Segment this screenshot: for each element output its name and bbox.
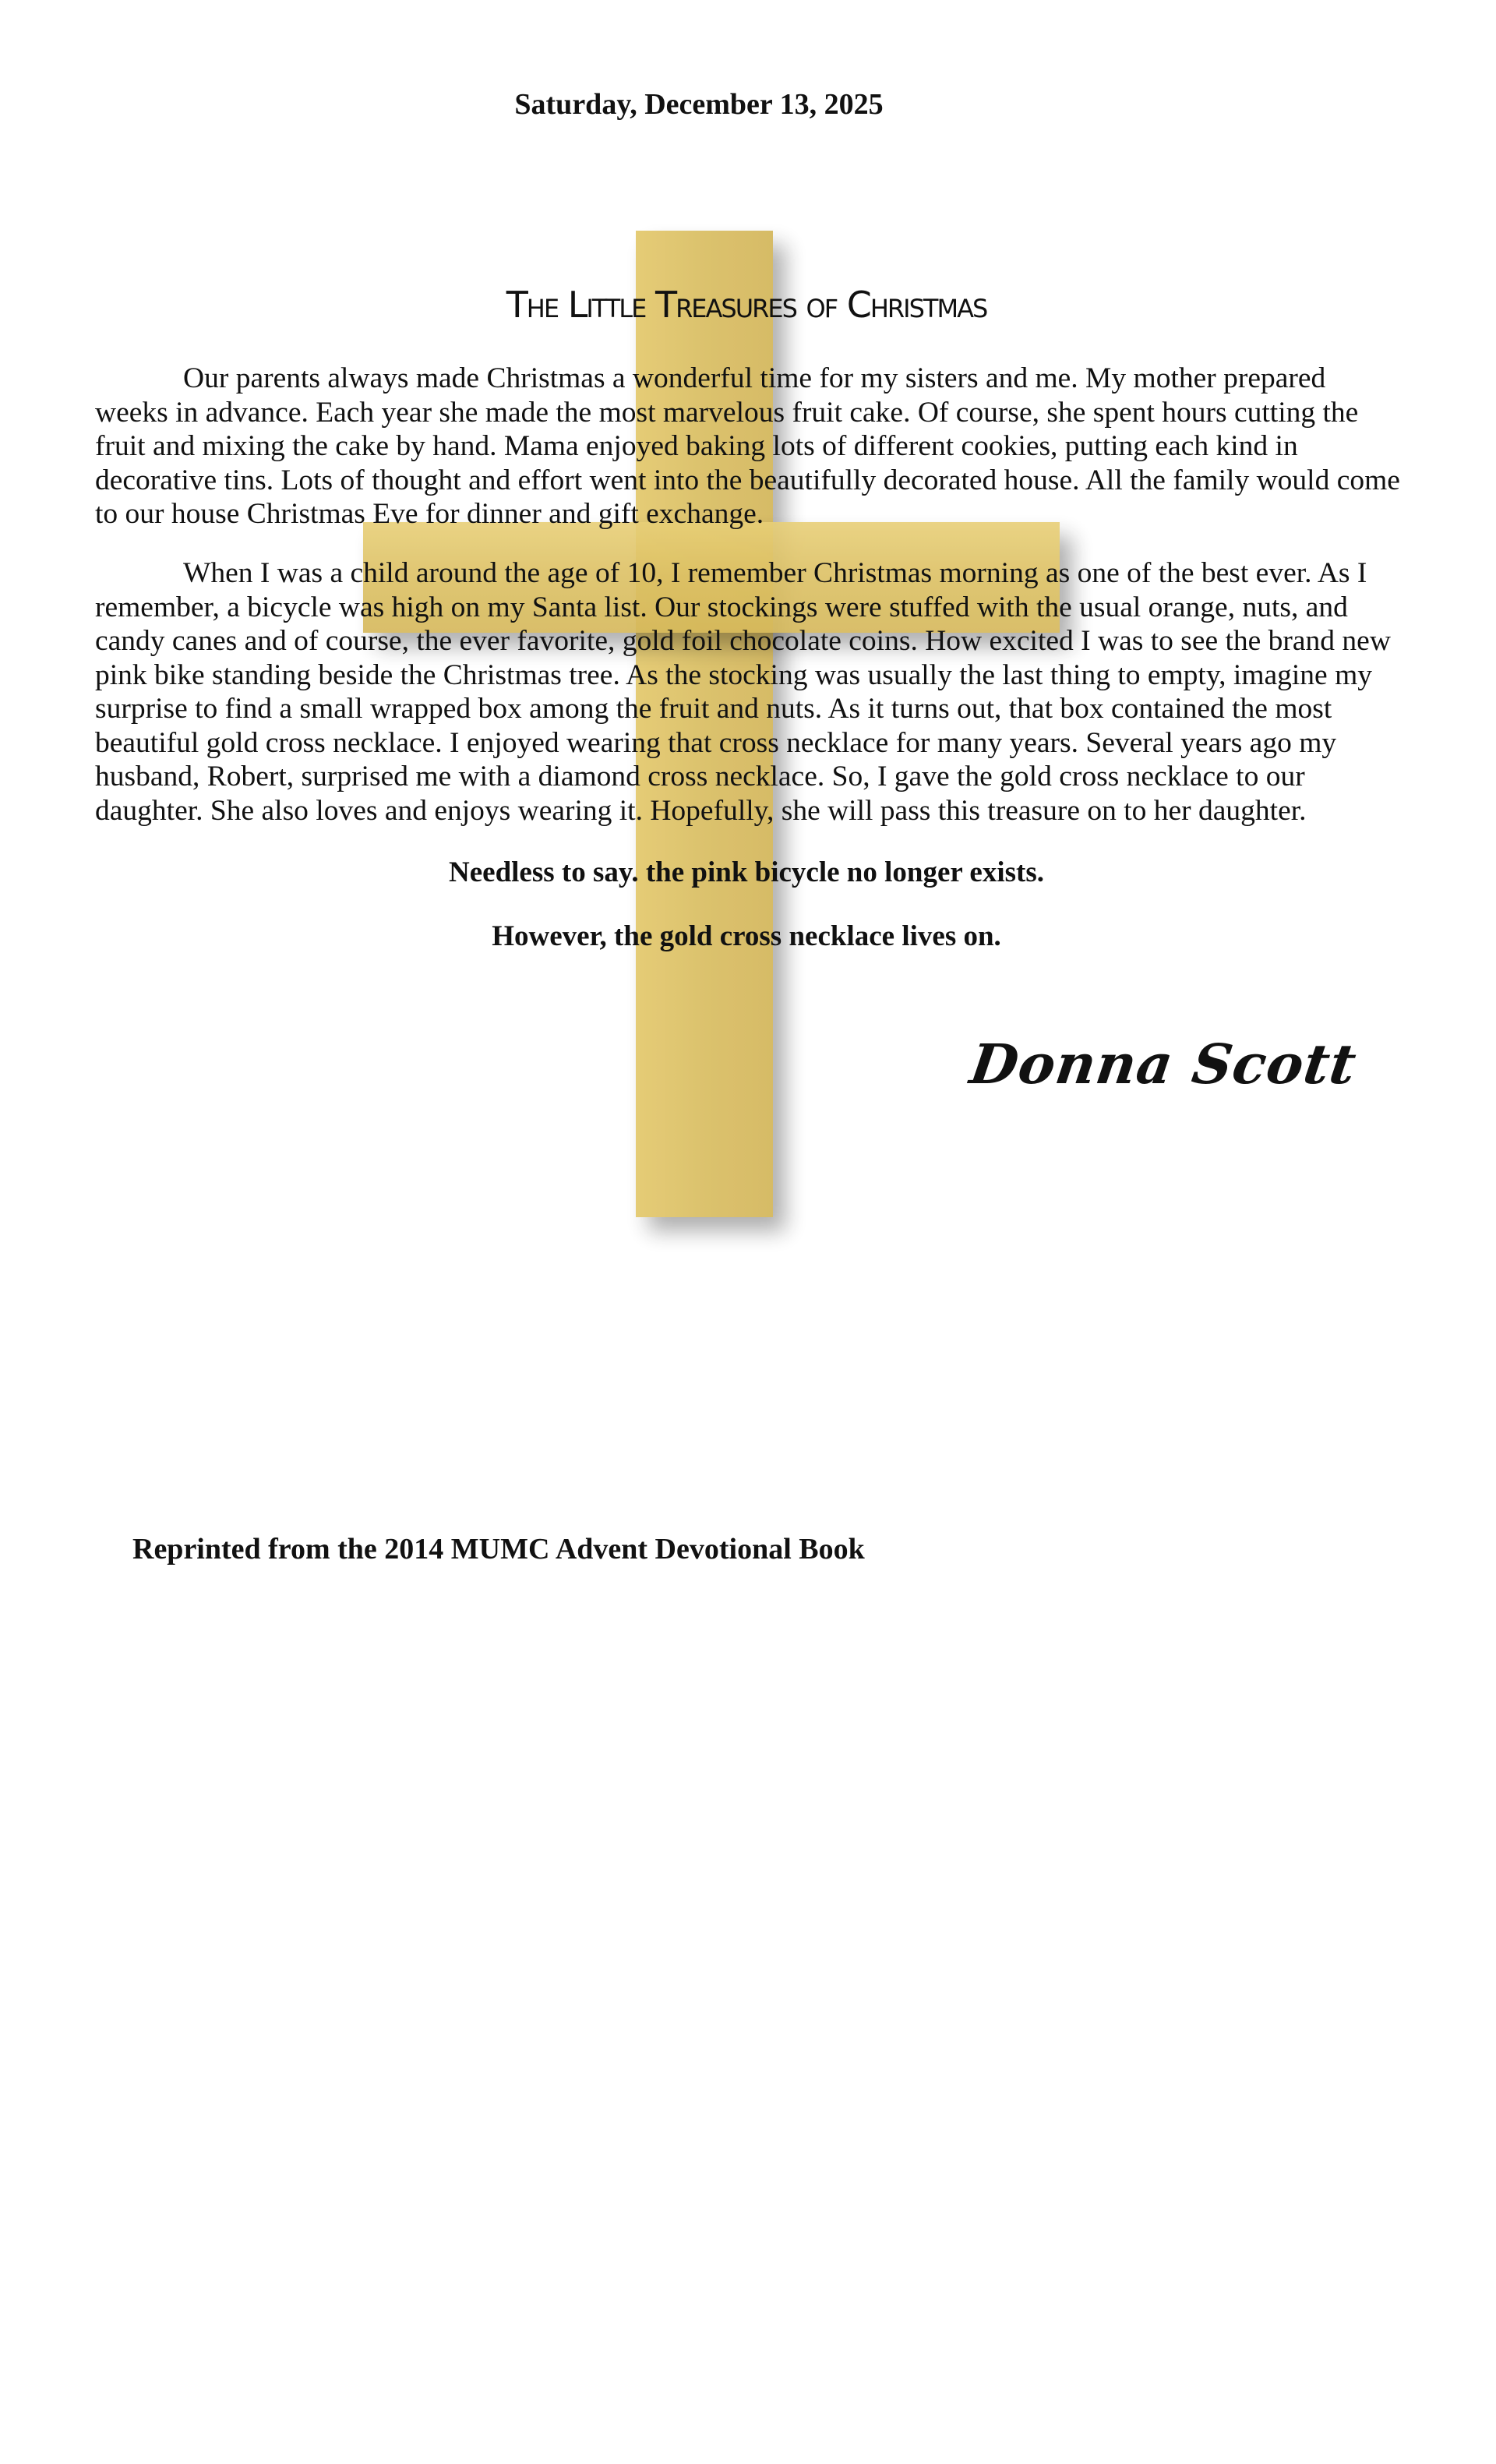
- page-date: Saturday, December 13, 2025: [514, 88, 884, 121]
- article-title: The Little Treasures of Christmas: [506, 284, 987, 326]
- paragraph-2: When I was a child around the age of 10, I remember Christmas morning as one of the best ever. As I remember, a bicycle was high on my Santa list. Our stockings were stuffed with the usual orange, nuts, and candy canes and of course, the ever favorite, gold foil chocolate coins. How excited I was to see the brand new pink bike standing beside the Christmas tree. As the stocking was usually the last thing to empty, imagine my surprise to find a small wrapped box among the fruit and nuts. As it turns out, that box contained the most beautiful gold cross necklace. I enjoyed wearing that cross necklace for many years. Several years ago my husband, Robert, surprised me with a diamond cross necklace. So, I gave the gold cross necklace to our daughter. She also loves and enjoys wearing it. Hopefully, she will pass this treasure on to her daughter.: [95, 557, 1391, 827]
- reprint-note: Reprinted from the 2014 MUMC Advent Devotional Book: [132, 1533, 865, 1566]
- closing-line-2: However, the gold cross necklace lives on.: [492, 920, 1001, 952]
- author-signature: Donna Scott: [966, 1032, 1361, 1096]
- paragraph-1: Our parents always made Christmas a wonderful time for my sisters and me. My mother prepared weeks in advance. Each year she made the most marvelous fruit cake. Of course, she spent hours cutting the fruit and mixing the cake by hand. Mama enjoyed baking lots of different cookies, putting each kind in decorative tins. Lots of thought and effort went into the beautifully decorated house. All the family would come to our house Christmas Eve for dinner and gift exchange.: [95, 362, 1400, 530]
- closing-line-1: Needless to say. the pink bicycle no longer exists.: [449, 856, 1044, 888]
